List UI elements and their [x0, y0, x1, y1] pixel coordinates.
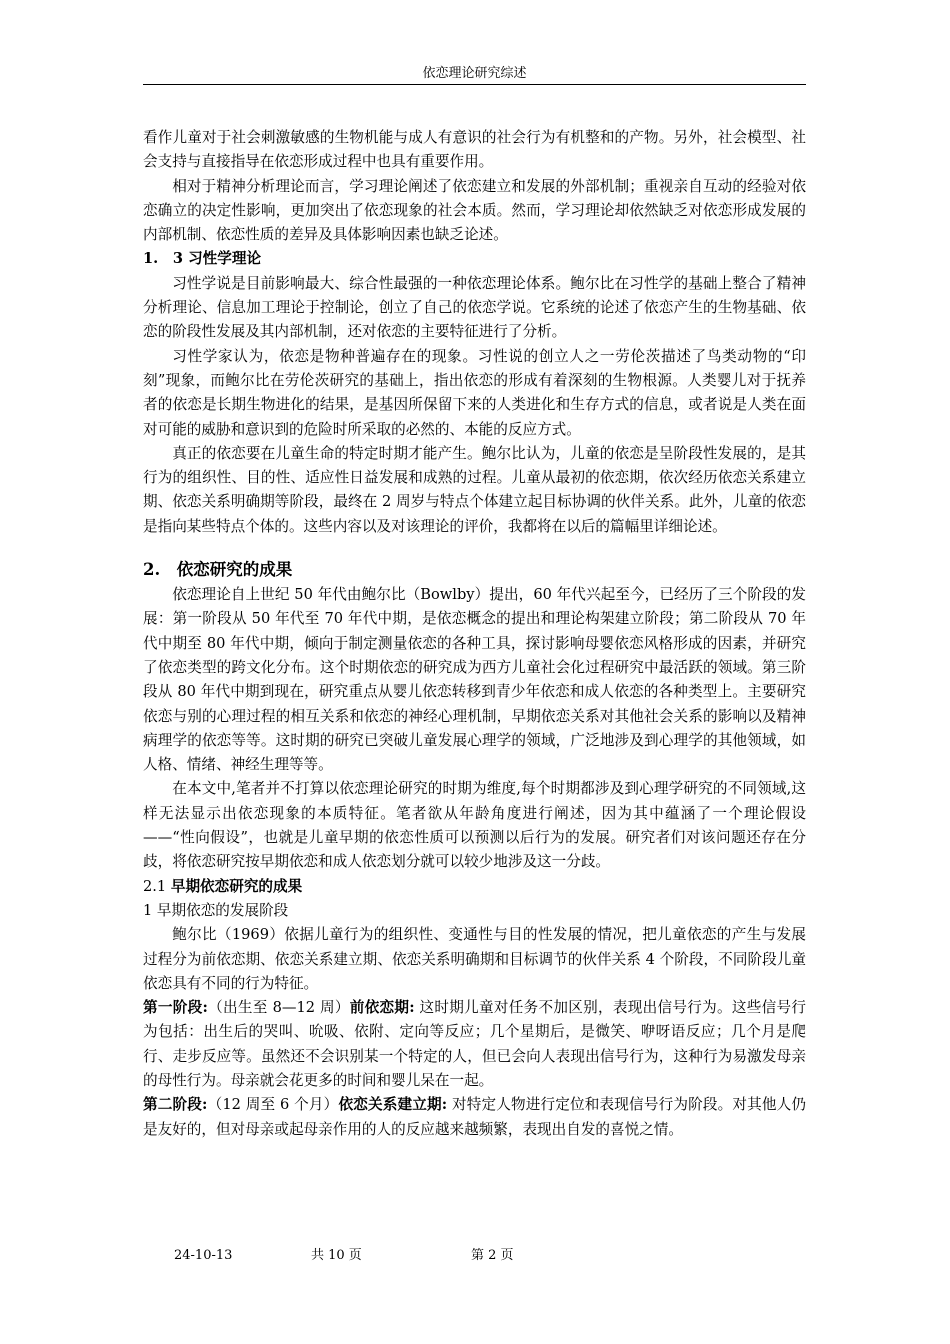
- stage-label: 第二阶段:: [143, 1096, 208, 1114]
- chapter-heading: 2. 依恋研究的成果: [143, 560, 293, 580]
- stage-paragraph: [143, 996, 806, 1093]
- subsection-heading: [143, 875, 806, 899]
- body-paragraph: 1 早期依恋的发展阶段: [143, 901, 289, 919]
- footer-page-number: 第 2 页: [471, 1248, 514, 1263]
- footer-total-pages: 共 10 页: [311, 1248, 362, 1263]
- body-paragraph: 看作儿童对于社会刺激敏感的生物机能与成人有意识的社会行为有机整和的产物。另外，社会模型、社会支持与直接指导在依恋形成过程中也具有重要作用。: [143, 129, 806, 171]
- header-rule: [143, 84, 806, 85]
- subsection-title: 早期依恋研究的成果: [170, 877, 303, 895]
- stage-paragraph: [143, 1093, 806, 1142]
- document-body: [143, 126, 806, 1142]
- footer-date: 24-10-13: [174, 1248, 233, 1263]
- body-paragraph: 习性学说是目前影响最大、综合性最强的一种依恋理论体系。鲍尔比在习性学的基础上整合了精神分析理论、信息加工理论于控制论，创立了自己的依恋学说。它系统的论述了依恋产生的生物基础、依恋的阶段性发展及其内部机制，还对依恋的主要特征进行了分析。: [143, 274, 806, 341]
- stage-name: 前依恋期:: [349, 999, 415, 1017]
- section-heading: 1. 3 习性学理论: [143, 250, 262, 268]
- stage-name: 依恋关系建立期:: [338, 1096, 448, 1114]
- body-paragraph: 真正的依恋要在儿童生命的特定时期才能产生。鲍尔比认为，儿童的依恋是呈阶段性发展的，是其行为的组织性、目的性、适应性日益发展和成熟的过程。儿童从最初的依恋期，依次经历依恋关系建立期、依恋关系明确期等阶段，最终在 2 周岁与特点个体建立起目标协调的伙伴关系。此外，儿童的依恋是指向某些特点个体的。这些内容以及对该理论的评价，我都将在以后的篇幅里详细论述。: [143, 444, 806, 535]
- body-paragraph: 相对于精神分析理论而言，学习理论阐述了依恋建立和发展的外部机制；重视亲自互动的经验对依恋确立的决定性影响，更加突出了依恋现象的社会本质。然而，学习理论却依然缺乏对依恋形成发展的内部机制、依恋性质的差异及具体影响因素也缺乏论述。: [143, 177, 806, 244]
- page-header-title: 依恋理论研究综述: [422, 66, 527, 81]
- body-paragraph: 习性学家认为，依恋是物种普遍存在的现象。习性说的创立人之一劳伦茨描述了鸟类动物的“印刻”现象，而鲍尔比在劳伦茨研究的基础上，指出依恋的形成有着深刻的生物根源。人类婴儿对于抚养者的依恋是长期生物进化的结果，是基因所保留下来的人类进化和生存方式的信息，或者说是人类在面对可能的威胁和意识到的危险时所采取的必然的、本能的反应方式。: [143, 347, 806, 438]
- body-paragraph: 鲍尔比（1969）依据儿童行为的组织性、变通性与目的性发展的情况，把儿童依恋的产生与发展过程分为前依恋期、依恋关系建立期、依恋关系明确期和目标调节的伙伴关系 4 个阶段，不同阶段儿童依恋具有不同的行为特征。: [143, 926, 806, 992]
- body-paragraph: 依恋理论自上世纪 50 年代由鲍尔比（Bowlby）提出，60 年代兴起至今，已经历了三个阶段的发展：第一阶段从 50 年代至 70 年代中期，是依恋概念的提出和理论构架建立阶段；第二阶段从 70 年代中期至 80 年代中期，倾向于制定测量依恋的各种工具，探讨影响母婴依恋风格形成的因素，并研究了依恋类型的跨文化分布。这个时期依恋的研究成为西方儿童社会化过程研究中最活跃的领域。第三阶段从 80 年代中期到现在，研究重点从婴儿依恋转移到青少年依恋和成人依恋的各种类型上。主要研究依恋与别的心理过程的相互关系和依恋的神经心理机制，早期依恋关系对其他社会关系的影响以及精神病理学的依恋等等。这时期的研究已突破儿童发展心理学的领域，广泛地涉及到心理学的其他领域，如人格、情绪、神经生理等等。: [143, 586, 806, 774]
- stage-label: 第一阶段:: [143, 999, 208, 1017]
- stage-description: 对特定人物进行定位和表现信号行为阶段。对其他人仍是友好的，但对母亲或起母亲作用的人的反应越来越频繁，表现出自发的喜悦之情。: [143, 1096, 806, 1138]
- body-paragraph: 在本文中,笔者并不打算以依恋理论研究的时期为维度,每个时期都涉及到心理学研究的不同领域,这样无法显示出依恋现象的本质特征。笔者欲从年龄角度进行阐述，因为其中蕴涵了一个理论假设——“性向假设”，也就是儿童早期的依恋性质可以预测以后行为的发展。研究者们对该问题还存在分歧，将依恋研究按早期依恋和成人依恋划分就可以较少地涉及这一分歧。: [143, 780, 806, 871]
- stage-description: 这时期儿童对任务不加区别，表现出信号行为。这些信号行为包括：出生后的哭叫、吮吸、依附、定向等反应；几个星期后，是微笑、咿呀语反应；几个月是爬行、走步反应等。虽然还不会识别某一个特定的人，但已会向人表现出信号行为，这种行为易激发母亲的母性行为。母亲就会花更多的时间和婴儿呆在一起。: [143, 999, 806, 1089]
- stage-age-range: （12 周至 6 个月）: [207, 1096, 339, 1114]
- subsection-number: 2.1: [143, 877, 171, 895]
- stage-age-range: （出生至 8—12 周）: [207, 999, 350, 1017]
